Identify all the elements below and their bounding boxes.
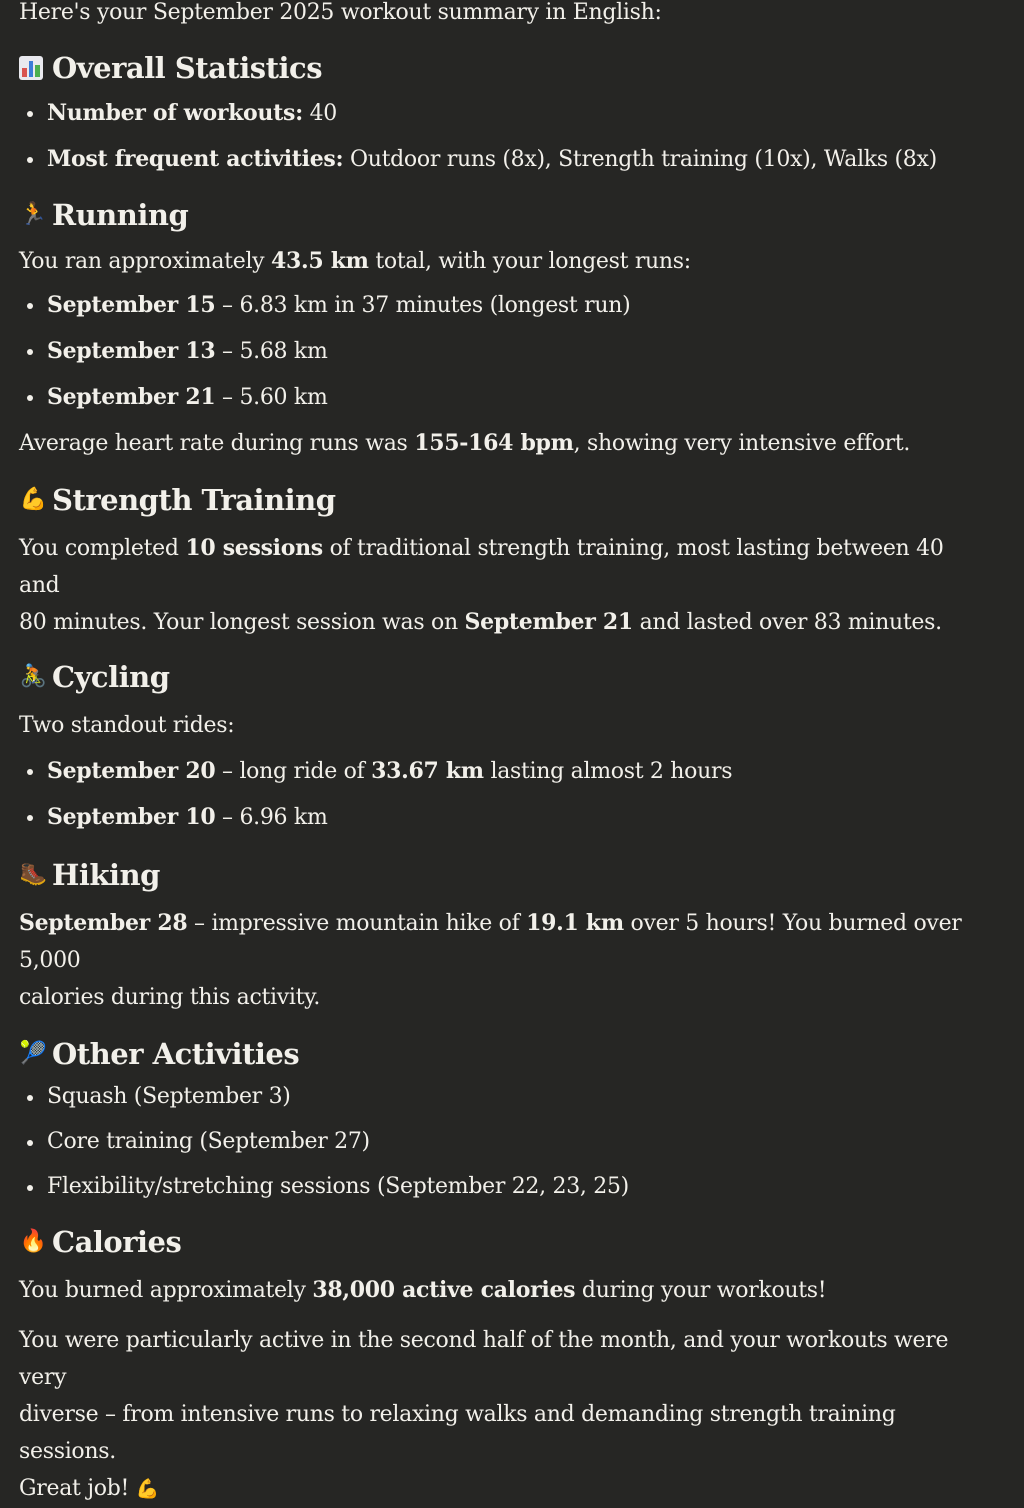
- cycling-rides-list: [19, 756, 969, 833]
- section-heading-cycling: 🚴 Cycling: [19, 660, 170, 694]
- list-item: September 10 – 6.96 km: [19, 802, 969, 833]
- strength-summary: You completed 10 sessions of traditional strength training, most lasting between 40 and 80 minutes. Your longest session was on September 21 and lasted over 83 minutes.: [19, 535, 944, 635]
- list-item: September 15 – 6.83 km in 37 minutes (longest run): [19, 290, 969, 321]
- fire-icon: 🔥: [19, 1229, 47, 1254]
- runner-icon: 🏃: [19, 202, 47, 227]
- cycling-lead: Two standout rides:: [19, 713, 235, 738]
- calories-summary: You burned approximately 38,000 active calories during your workouts!: [19, 1277, 827, 1303]
- running-summary: You ran approximately 43.5 km total, with your longest runs:: [19, 248, 691, 274]
- intro-text: Here's your September 2025 workout summary in English:: [19, 0, 662, 25]
- other-activities-list: [19, 1082, 969, 1202]
- list-item: September 13 – 5.68 km: [19, 336, 969, 367]
- list-item: September 20 – long ride of 33.67 km lasting almost 2 hours: [19, 756, 969, 787]
- section-heading-hiking: 🥾 Hiking: [19, 858, 160, 892]
- closing-text: You were particularly active in the second half of the month, and your workouts were very diverse – from intensive runs to relaxing walks and demanding strength training sessions. Great job! 💪: [19, 1328, 949, 1501]
- list-item: Squash (September 3): [19, 1082, 969, 1112]
- section-heading-other: 🎾 Other Activities: [19, 1037, 300, 1071]
- hiking-boot-icon: 🥾: [19, 862, 47, 887]
- list-item: Number of workouts: 40: [19, 98, 969, 129]
- list-item: Core training (September 27): [19, 1127, 969, 1157]
- flexed-biceps-icon: 💪: [19, 487, 47, 512]
- list-item: Flexibility/stretching sessions (September 22, 23, 25): [19, 1172, 969, 1202]
- bar-chart-icon: [19, 56, 43, 80]
- heart-rate-text: Average heart rate during runs was 155-164 bpm, showing very intensive effort.: [19, 430, 911, 456]
- cyclist-icon: 🚴: [19, 664, 47, 689]
- list-item: September 21 – 5.60 km: [19, 382, 969, 413]
- section-heading-calories: 🔥 Calories: [19, 1225, 182, 1259]
- tennis-ball-icon: 🎾: [19, 1041, 47, 1066]
- hiking-summary: September 28 – impressive mountain hike of 19.1 km over 5 hours! You burned over 5,000 calories during this activity.: [19, 910, 962, 1010]
- list-item: Most frequent activities: Outdoor runs (8x), Strength training (10x), Walks (8x): [19, 144, 969, 175]
- overall-stats-list: [19, 98, 969, 175]
- section-heading-running: 🏃 Running: [19, 198, 189, 232]
- flexed-biceps-icon: 💪: [135, 1478, 160, 1500]
- message-content: [19, 0, 969, 1508]
- section-heading-strength: 💪 Strength Training: [19, 483, 336, 517]
- longest-runs-list: [19, 290, 969, 413]
- section-heading-overall: Overall Statistics: [19, 50, 969, 86]
